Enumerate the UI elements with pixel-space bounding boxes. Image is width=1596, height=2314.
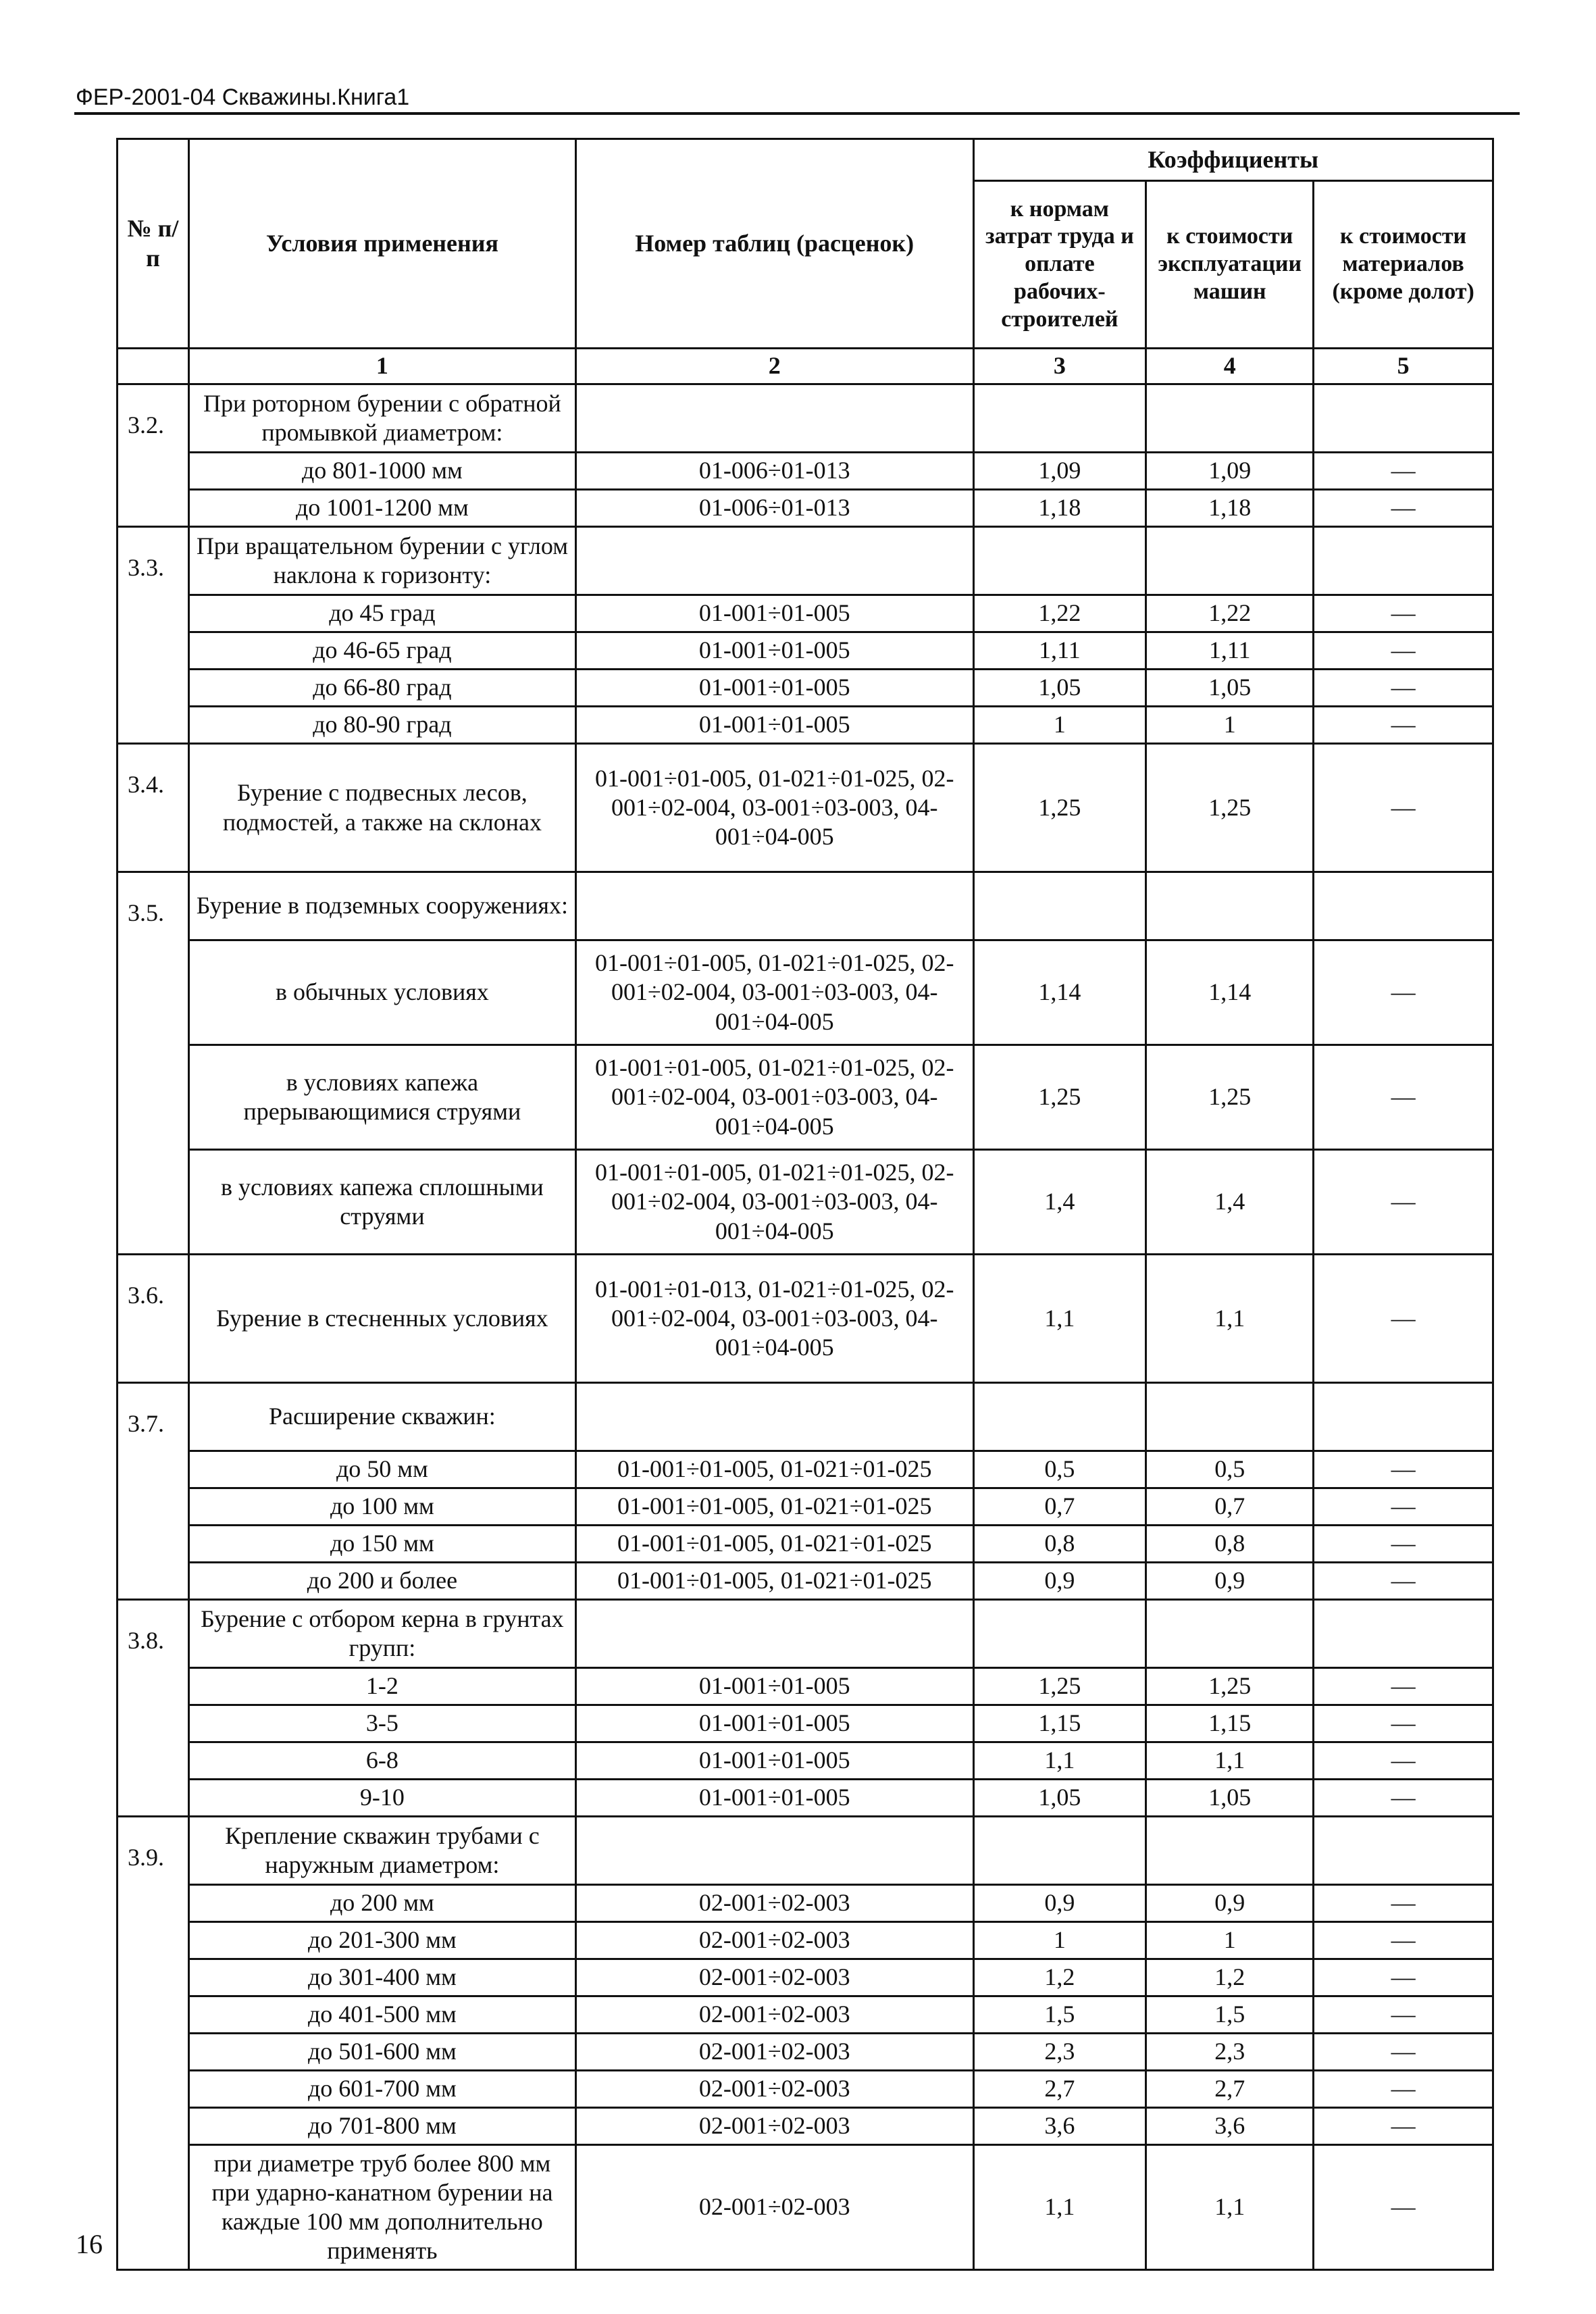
table-row: [118, 707, 1493, 744]
coef-materials-cell: [1314, 1383, 1493, 1451]
table-group-row: [118, 527, 1493, 595]
coef-labor-cell: 2,7: [973, 2071, 1146, 2108]
table-number-cell: [575, 527, 973, 595]
table-body: [118, 349, 1493, 2270]
table-row: [118, 1563, 1493, 1600]
table-number-cell: [575, 872, 973, 940]
table-row: [118, 1959, 1493, 1996]
coef-labor-cell: 1,4: [973, 1150, 1146, 1255]
condition-cell: 1-2: [188, 1668, 575, 1705]
coef-machines-cell: 1,5: [1146, 1996, 1314, 2034]
coef-labor-cell: 1,05: [973, 1780, 1146, 1817]
row-number: 3.7.: [118, 1383, 189, 1600]
coef-labor-cell: [973, 384, 1146, 453]
column-number: 5: [1314, 349, 1493, 384]
table-row: [118, 632, 1493, 670]
row-number: 3.2.: [118, 384, 189, 527]
coef-labor-cell: 1,1: [973, 2145, 1146, 2270]
coef-machines-cell: 1,05: [1146, 670, 1314, 707]
table-number-cell: 01-001÷01-005, 01-021÷01-025: [575, 1526, 973, 1563]
table-row: [118, 2145, 1493, 2270]
coef-labor-cell: 1,05: [973, 670, 1146, 707]
coef-labor-cell: [973, 872, 1146, 940]
table-number-cell: 02-001÷02-003: [575, 2145, 973, 2270]
group-title: Бурение с отбором керна в грунтах групп:: [188, 1600, 575, 1668]
table-row: [118, 940, 1493, 1045]
coef-materials-cell: —: [1314, 1255, 1493, 1383]
table-number-cell: 01-001÷01-005: [575, 707, 973, 744]
condition-cell: до 66-80 град: [188, 670, 575, 707]
condition-cell: в обычных условиях: [188, 940, 575, 1045]
table-row: [118, 1885, 1493, 1922]
coef-machines-cell: 0,5: [1146, 1451, 1314, 1488]
coef-machines-cell: 1,09: [1146, 453, 1314, 490]
table-row: [118, 1488, 1493, 1526]
table-row: [118, 453, 1493, 490]
table-number-cell: 01-001÷01-005, 01-021÷01-025, 02-001÷02-004, 03-001÷03-003, 04-001÷04-005: [575, 1150, 973, 1255]
row-number: 3.3.: [118, 527, 189, 744]
page-number: 16: [76, 2229, 103, 2259]
coef-labor-cell: 1,2: [973, 1959, 1146, 1996]
coef-labor-cell: [973, 1383, 1146, 1451]
coef-materials-cell: —: [1314, 707, 1493, 744]
table-row: [118, 1150, 1493, 1255]
coef-machines-cell: 1,22: [1146, 595, 1314, 632]
coef-labor-cell: 1: [973, 707, 1146, 744]
table-number-cell: 02-001÷02-003: [575, 2071, 973, 2108]
coef-machines-cell: [1146, 1817, 1314, 1885]
coef-labor-cell: 1,5: [973, 1996, 1146, 2034]
coef-labor-cell: 2,3: [973, 2034, 1146, 2071]
table-number-cell: 01-001÷01-005, 01-021÷01-025, 02-001÷02-004, 03-001÷03-003, 04-001÷04-005: [575, 940, 973, 1045]
document-title: ФЕР-2001-04 Скважины.Книга1: [76, 84, 410, 110]
column-number: 1: [188, 349, 575, 384]
row-number: 3.8.: [118, 1600, 189, 1817]
group-title: При вращательном бурении с углом наклона к горизонту:: [188, 527, 575, 595]
coef-machines-cell: 1,15: [1146, 1705, 1314, 1742]
table-number-cell: 01-001÷01-005, 01-021÷01-025: [575, 1488, 973, 1526]
coef-machines-cell: 0,8: [1146, 1526, 1314, 1563]
coef-materials-cell: —: [1314, 2108, 1493, 2145]
condition-cell: до 200 мм: [188, 1885, 575, 1922]
coef-materials-cell: —: [1314, 632, 1493, 670]
group-title: Крепление скважин трубами с наружным диаметром:: [188, 1817, 575, 1885]
table-group-row: [118, 384, 1493, 453]
condition-cell: Бурение в стесненных условиях: [188, 1255, 575, 1383]
coef-labor-cell: 1,22: [973, 595, 1146, 632]
coef-machines-cell: 1: [1146, 707, 1314, 744]
table-row: [118, 1742, 1493, 1780]
coef-labor-cell: [973, 527, 1146, 595]
condition-cell: до 201-300 мм: [188, 1922, 575, 1959]
condition-cell: до 801-1000 мм: [188, 453, 575, 490]
table-row: [118, 1922, 1493, 1959]
table-number-cell: 02-001÷02-003: [575, 1959, 973, 1996]
condition-cell: при диаметре труб более 800 мм при ударно-канатном бурении на каждые 100 мм дополнительно применять: [188, 2145, 575, 2270]
column-number: 3: [973, 349, 1146, 384]
table-number-cell: 01-001÷01-005, 01-021÷01-025, 02-001÷02-004, 03-001÷03-003, 04-001÷04-005: [575, 744, 973, 872]
coef-materials-cell: —: [1314, 1742, 1493, 1780]
table-row: [118, 1705, 1493, 1742]
coef-labor-cell: 1,18: [973, 490, 1146, 527]
table-group-row: [118, 1383, 1493, 1451]
coef-materials-cell: —: [1314, 1451, 1493, 1488]
table-row: [118, 2108, 1493, 2145]
table-number-cell: 02-001÷02-003: [575, 1922, 973, 1959]
coef-machines-cell: 1: [1146, 1922, 1314, 1959]
condition-cell: до 45 град: [188, 595, 575, 632]
coef-materials-cell: —: [1314, 1705, 1493, 1742]
table-number-cell: 01-001÷01-005: [575, 1668, 973, 1705]
coef-machines-cell: 0,9: [1146, 1885, 1314, 1922]
coef-machines-cell: 1,1: [1146, 1742, 1314, 1780]
condition-cell: 3-5: [188, 1705, 575, 1742]
coef-labor-cell: 3,6: [973, 2108, 1146, 2145]
coef-materials-cell: [1314, 872, 1493, 940]
table-number-cell: 01-001÷01-005, 01-021÷01-025: [575, 1563, 973, 1600]
table-group-row: [118, 1600, 1493, 1668]
row-number: 3.6.: [118, 1255, 189, 1383]
coef-labor-cell: 1,25: [973, 744, 1146, 872]
coef-machines-cell: 2,3: [1146, 2034, 1314, 2071]
coef-materials-cell: —: [1314, 1150, 1493, 1255]
coef-materials-cell: —: [1314, 595, 1493, 632]
table-row: [118, 490, 1493, 527]
page-header: [74, 80, 1520, 115]
condition-cell: до 701-800 мм: [188, 2108, 575, 2145]
coef-machines-cell: [1146, 1383, 1314, 1451]
table-number-cell: 02-001÷02-003: [575, 1996, 973, 2034]
coef-materials-cell: —: [1314, 1526, 1493, 1563]
condition-cell: в условиях капежа прерывающимися струями: [188, 1045, 575, 1150]
coef-materials-cell: —: [1314, 940, 1493, 1045]
coef-materials-cell: —: [1314, 1959, 1493, 1996]
coef-machines-cell: 1,1: [1146, 2145, 1314, 2270]
coef-labor-cell: [973, 1817, 1146, 1885]
coef-labor-cell: 1,25: [973, 1045, 1146, 1150]
header-table-number: Номер таблиц (расценок): [575, 139, 973, 349]
table-number-cell: 01-001÷01-005: [575, 670, 973, 707]
coef-labor-cell: 1,1: [973, 1255, 1146, 1383]
coef-machines-cell: 1,25: [1146, 1668, 1314, 1705]
table-number-cell: 01-001÷01-005, 01-021÷01-025, 02-001÷02-004, 03-001÷03-003, 04-001÷04-005: [575, 1045, 973, 1150]
condition-cell: до 150 мм: [188, 1526, 575, 1563]
table-row: [118, 1451, 1493, 1488]
coef-materials-cell: —: [1314, 2071, 1493, 2108]
column-numbers-row: [118, 349, 1493, 384]
coef-materials-cell: —: [1314, 1563, 1493, 1600]
condition-cell: до 50 мм: [188, 1451, 575, 1488]
coef-materials-cell: —: [1314, 1488, 1493, 1526]
header-coef-materials: к стоимости материалов (кроме долот): [1314, 181, 1493, 349]
header-coef-labor: к нормам затрат труда и оплате рабочих-строителей: [973, 181, 1146, 349]
coef-labor-cell: 0,5: [973, 1451, 1146, 1488]
coef-labor-cell: 1: [973, 1922, 1146, 1959]
coef-materials-cell: [1314, 1817, 1493, 1885]
condition-cell: до 200 и более: [188, 1563, 575, 1600]
coef-labor-cell: [973, 1600, 1146, 1668]
coef-machines-cell: 1,1: [1146, 1255, 1314, 1383]
coef-materials-cell: —: [1314, 670, 1493, 707]
condition-cell: до 46-65 град: [188, 632, 575, 670]
header-number: № п/п: [118, 139, 189, 349]
table-number-cell: 01-001÷01-005, 01-021÷01-025: [575, 1451, 973, 1488]
coef-labor-cell: 1,1: [973, 1742, 1146, 1780]
table-number-cell: [575, 384, 973, 453]
group-title: Бурение в подземных сооружениях:: [188, 872, 575, 940]
coef-materials-cell: [1314, 527, 1493, 595]
coefficients-table: [116, 138, 1494, 2271]
coef-machines-cell: 3,6: [1146, 2108, 1314, 2145]
coef-labor-cell: 0,9: [973, 1885, 1146, 1922]
table-row: [118, 1526, 1493, 1563]
table-number-cell: 01-001÷01-005: [575, 632, 973, 670]
coef-machines-cell: 0,9: [1146, 1563, 1314, 1600]
table-number-cell: 01-001÷01-013, 01-021÷01-025, 02-001÷02-004, 03-001÷03-003, 04-001÷04-005: [575, 1255, 973, 1383]
header-conditions: Условия применения: [188, 139, 575, 349]
coef-labor-cell: 1,09: [973, 453, 1146, 490]
table-number-cell: [575, 1383, 973, 1451]
condition-cell: в условиях капежа сплошными струями: [188, 1150, 575, 1255]
coef-materials-cell: —: [1314, 1922, 1493, 1959]
condition-cell: до 501-600 мм: [188, 2034, 575, 2071]
condition-cell: Бурение с подвесных лесов, подмостей, а также на склонах: [188, 744, 575, 872]
coef-materials-cell: —: [1314, 1885, 1493, 1922]
condition-cell: до 1001-1200 мм: [188, 490, 575, 527]
column-number: [118, 349, 189, 384]
table-row: [118, 670, 1493, 707]
table-group-row: [118, 1817, 1493, 1885]
table-row: [118, 2034, 1493, 2071]
coef-machines-cell: [1146, 1600, 1314, 1668]
coef-machines-cell: 1,4: [1146, 1150, 1314, 1255]
condition-cell: 9-10: [188, 1780, 575, 1817]
condition-cell: до 80-90 град: [188, 707, 575, 744]
table-row: [118, 1780, 1493, 1817]
coef-labor-cell: 1,15: [973, 1705, 1146, 1742]
coef-machines-cell: 2,7: [1146, 2071, 1314, 2108]
condition-cell: до 301-400 мм: [188, 1959, 575, 1996]
table-row: [118, 1996, 1493, 2034]
group-title: Расширение скважин:: [188, 1383, 575, 1451]
coef-materials-cell: —: [1314, 1780, 1493, 1817]
table-number-cell: 01-001÷01-005: [575, 1742, 973, 1780]
coef-labor-cell: 1,25: [973, 1668, 1146, 1705]
header-coefficients: Коэффициенты: [973, 139, 1493, 181]
table-row: [118, 744, 1493, 872]
table-row: [118, 595, 1493, 632]
condition-cell: 6-8: [188, 1742, 575, 1780]
table-number-cell: 02-001÷02-003: [575, 2108, 973, 2145]
coef-labor-cell: 0,8: [973, 1526, 1146, 1563]
coef-machines-cell: 0,7: [1146, 1488, 1314, 1526]
table-row: [118, 1045, 1493, 1150]
group-title: При роторном бурении с обратной промывкой диаметром:: [188, 384, 575, 453]
coef-machines-cell: [1146, 872, 1314, 940]
table-number-cell: 02-001÷02-003: [575, 1885, 973, 1922]
row-number: 3.9.: [118, 1817, 189, 2270]
table-row: [118, 1668, 1493, 1705]
coef-machines-cell: 1,25: [1146, 1045, 1314, 1150]
table-row: [118, 1255, 1493, 1383]
coef-materials-cell: [1314, 1600, 1493, 1668]
condition-cell: до 100 мм: [188, 1488, 575, 1526]
coef-machines-cell: 1,14: [1146, 940, 1314, 1045]
table-number-cell: 02-001÷02-003: [575, 2034, 973, 2071]
coef-machines-cell: 1,05: [1146, 1780, 1314, 1817]
coef-machines-cell: 1,11: [1146, 632, 1314, 670]
coef-machines-cell: [1146, 384, 1314, 453]
header-coef-machines: к стоимости эксплуатации машин: [1146, 181, 1314, 349]
coef-machines-cell: 1,2: [1146, 1959, 1314, 1996]
coef-machines-cell: 1,18: [1146, 490, 1314, 527]
table-number-cell: 01-001÷01-005: [575, 1705, 973, 1742]
column-number: 4: [1146, 349, 1314, 384]
condition-cell: до 401-500 мм: [188, 1996, 575, 2034]
table-number-cell: 01-006÷01-013: [575, 490, 973, 527]
table-group-row: [118, 872, 1493, 940]
table-number-cell: [575, 1817, 973, 1885]
condition-cell: до 601-700 мм: [188, 2071, 575, 2108]
coef-labor-cell: 0,9: [973, 1563, 1146, 1600]
table-number-cell: 01-001÷01-005: [575, 595, 973, 632]
coef-materials-cell: —: [1314, 1668, 1493, 1705]
coef-labor-cell: 1,11: [973, 632, 1146, 670]
coef-machines-cell: [1146, 527, 1314, 595]
coef-materials-cell: —: [1314, 2145, 1493, 2270]
row-number: 3.4.: [118, 744, 189, 872]
coef-materials-cell: —: [1314, 1996, 1493, 2034]
coef-materials-cell: —: [1314, 744, 1493, 872]
coef-materials-cell: —: [1314, 1045, 1493, 1150]
table-row: [118, 2071, 1493, 2108]
coef-materials-cell: —: [1314, 490, 1493, 527]
column-number: 2: [575, 349, 973, 384]
table-number-cell: 01-006÷01-013: [575, 453, 973, 490]
coef-materials-cell: —: [1314, 2034, 1493, 2071]
coef-labor-cell: 0,7: [973, 1488, 1146, 1526]
coef-machines-cell: 1,25: [1146, 744, 1314, 872]
coef-materials-cell: [1314, 384, 1493, 453]
table-number-cell: [575, 1600, 973, 1668]
row-number: 3.5.: [118, 872, 189, 1255]
coef-labor-cell: 1,14: [973, 940, 1146, 1045]
table-number-cell: 01-001÷01-005: [575, 1780, 973, 1817]
coef-materials-cell: —: [1314, 453, 1493, 490]
